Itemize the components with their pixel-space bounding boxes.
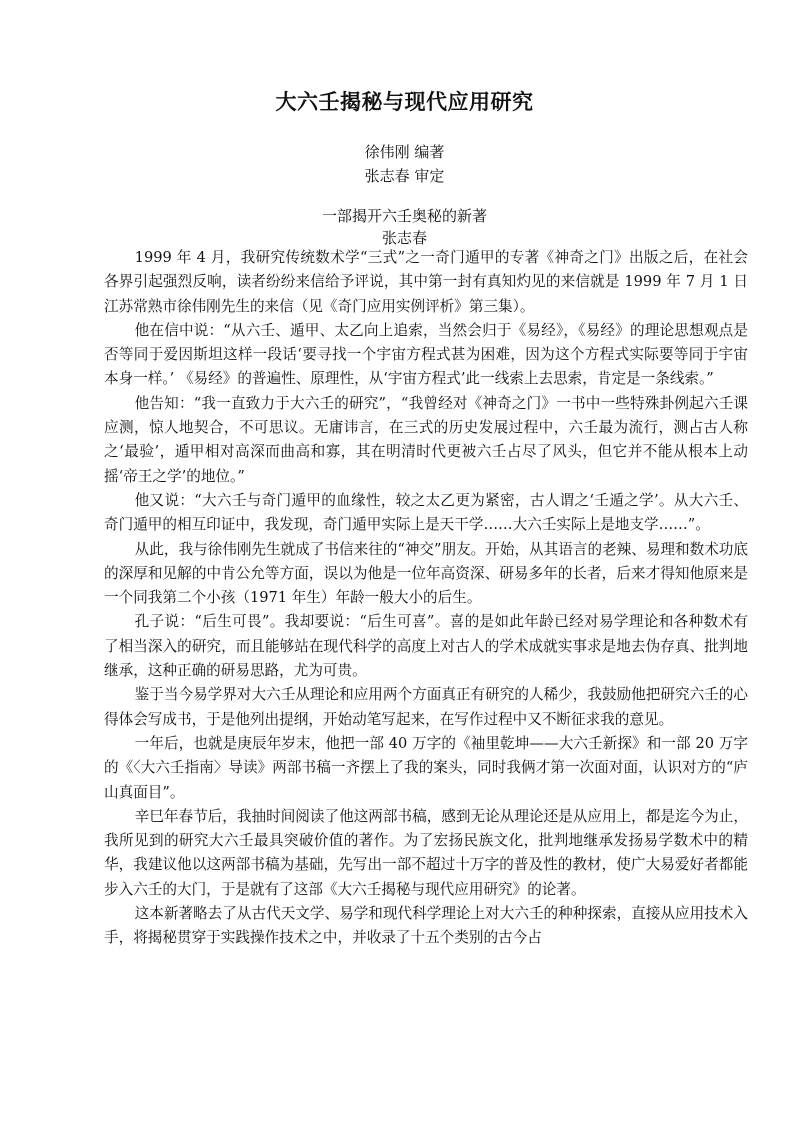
paragraph: 孔子说：“后生可畏”。我却要说：“后生可喜”。喜的是如此年龄已经对易学理论和各种数术有了相当深入的研究，而且能够站在现代科学的高度上对古人的学术成就实事求是地去伪存真、批判地继承，这种正确的研易思路，尤为可贵。: [104, 613, 748, 680]
paragraph: 从此，我与徐伟刚先生就成了书信来往的“神交”朋友。开始，从其语言的老辣、易理和数术功底的深厚和见解的中肯公允等方面，误以为他是一位年高资深、研易多年的长者，后来才得知他原来是一个同我第二个小孩（1971 年生）年龄一般大小的后生。: [104, 540, 748, 607]
paragraph: 辛巳年春节后，我抽时间阅读了他这两部书稿，感到无论从理论还是从应用上，都是迄今为止，我所见到的研究大六壬最具突破价值的著作。为了宏扬民族文化，批判地继承发扬易学数术中的精华，我建议他以这两部书稿为基础，先写出一部不超过十万字的普及性的教材，使广大易爱好者都能步入六壬的大门，于是就有了这部《大六壬揭秘与现代应用研究》的论著。: [104, 807, 748, 898]
preface-heading: 一部揭开六壬奥秘的新著: [321, 207, 487, 225]
credits: [0, 140, 809, 188]
paragraph: 这本新著略去了从古代天文学、易学和现代科学理论上对大六壬的种种探索，直接从应用技术入手，将揭秘贯穿于实践操作技术之中，并收录了十五个类别的古今占: [104, 905, 748, 947]
editor-credit: 徐伟刚 编著: [364, 143, 445, 161]
preface-body: [104, 246, 748, 951]
paragraph: 他在信中说：“从六壬、遁甲、太乙向上追索，当然会归于《易经》，《易经》的理论思想观点是否等同于爱因斯坦这样一段话‘要寻找一个宇宙方程式甚为困难，因为这个方程式实际要等同于宇宙本身一样。’ 《易经》的普遍性、原理性，从‘宇宙方程式’此一线索上去思索，肯定是一条线索。”: [104, 321, 748, 388]
paragraph: 鉴于当今易学界对大六壬从理论和应用两个方面真正有研究的人稀少，我鼓励他把研究六壬的心得体会写成书，于是他列出提纲，开始动笔写起来，在写作过程中又不断征求我的意见。: [104, 686, 748, 728]
paragraph: 他告知：“我一直致力于大六壬的研究”，“我曾经对《神奇之门》一书中一些特殊卦例起六壬课应测，惊人地契合，不可思议。无庸讳言，在三式的历史发展过程中，六壬最为流行，测占古人称之‘最验’，遁甲相对高深而曲高和寡，其在明清时代更被六壬占尽了风头，但它并不能从根本上动摇‘帝王之学’的地位。”: [104, 394, 748, 485]
paragraph: 一年后，也就是庚辰年岁末，他把一部 40 万字的《袖里乾坤——大六壬新探》和一部 20 万字的《〈大六壬指南〉导读》两部书稿一齐摆上了我的案头，同时我俩才第一次面对面，认识对方的“庐山真面目”。: [104, 734, 748, 801]
paragraph: 1999 年 4 月，我研究传统数术学“三式”之一奇门遁甲的专著《神奇之门》出版之后，在社会各界引起强烈反响，读者纷纷来信给予评说，其中第一封有真知灼见的来信就是 1999 年 7 月 1 日江苏常熟市徐伟刚先生的来信（见《奇门应用实例评析》第三集）。: [104, 249, 748, 315]
paragraph: 他又说：“大六壬与奇门遁甲的血缘性，较之太乙更为紧密，古人谓之‘壬遁之学’。从大六壬、奇门遁甲的相互印证中，我发现，奇门遁甲实际上是天干学……大六壬实际上是地支学……”。: [104, 491, 748, 534]
preface-header: [0, 205, 809, 249]
preface-author: 张志春: [381, 229, 427, 247]
book-title: 大六壬揭秘与现代应用研究: [275, 90, 534, 114]
reviewer-credit: 张志春 审定: [364, 167, 445, 185]
